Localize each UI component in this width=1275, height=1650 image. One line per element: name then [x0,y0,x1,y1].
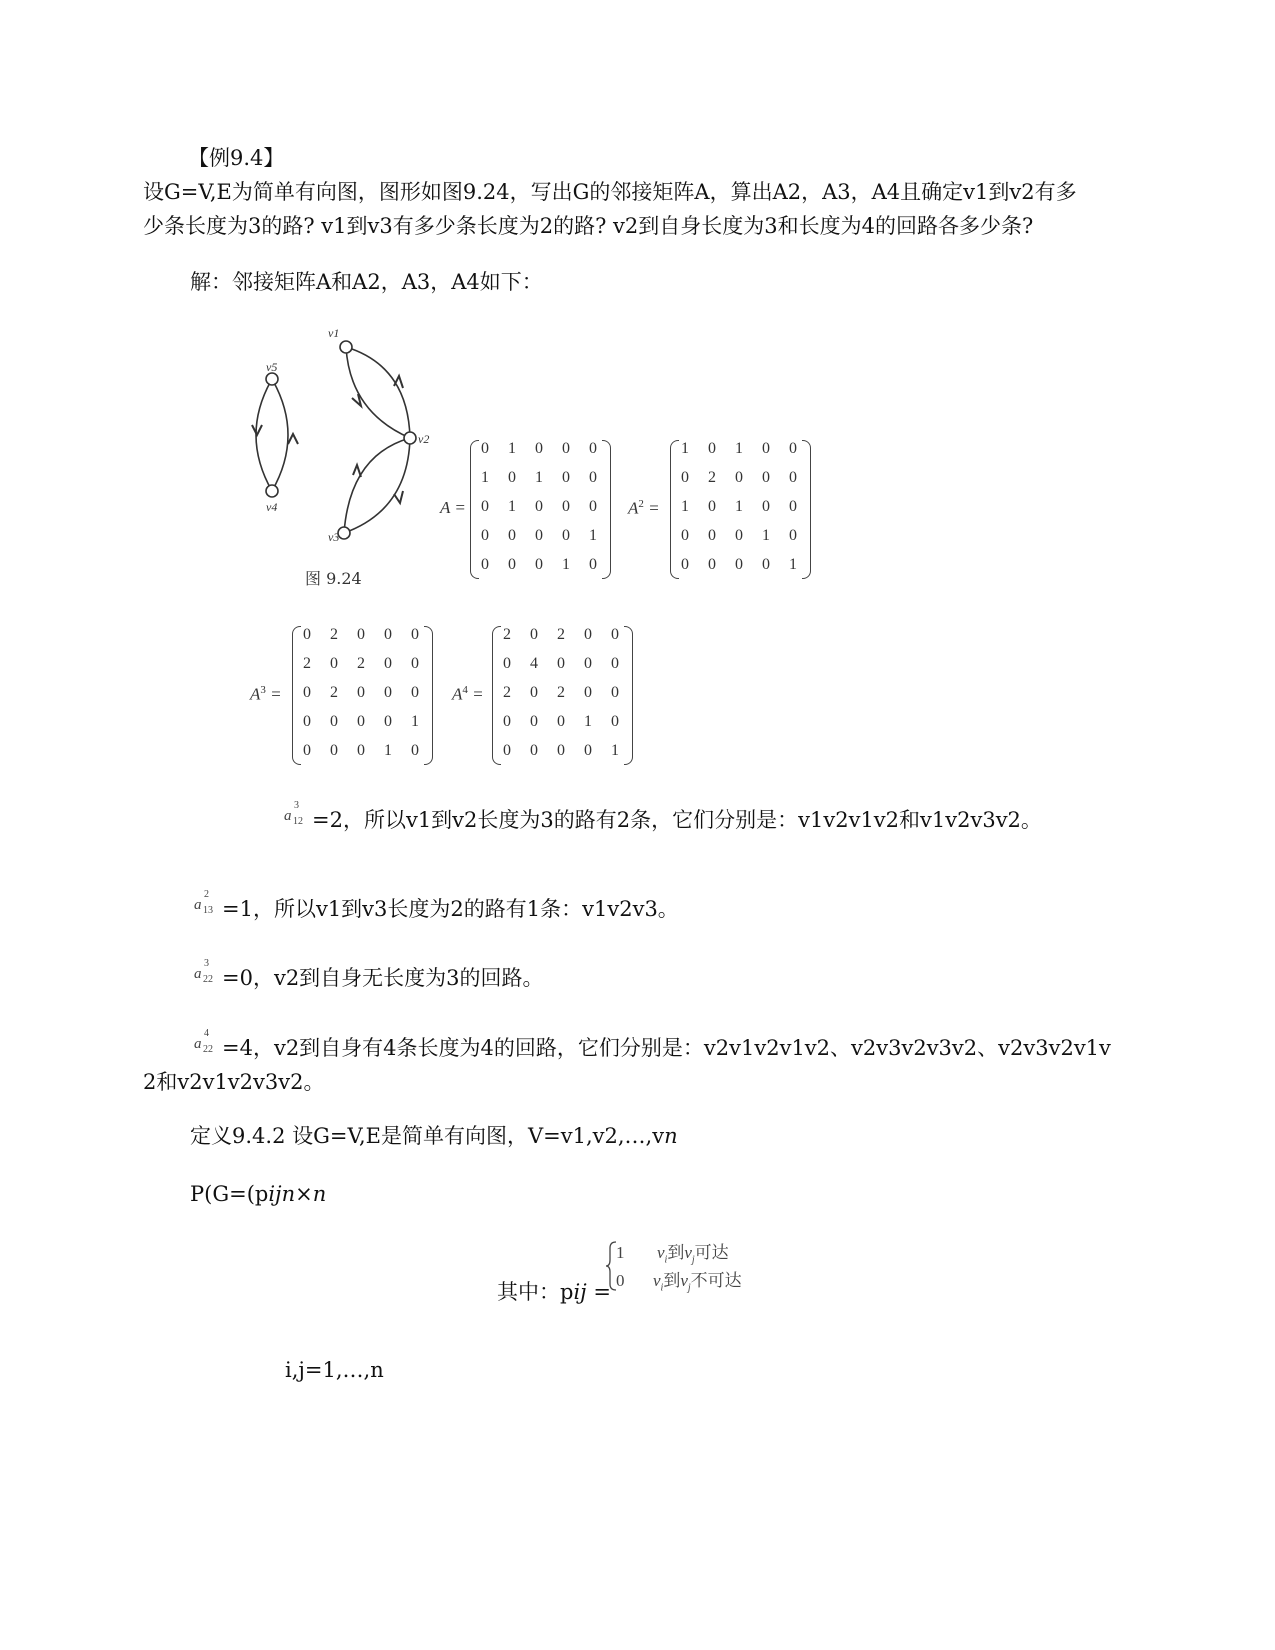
matrix-cell: 1 [589,527,597,544]
matrix-cell: 0 [384,713,392,730]
result-2: =1，所以v1到v3长度为2的路有1条：v1v2v3。 [222,897,679,921]
problem-line-2: 少条长度为3的路? v1到v3有多少条长度为2的路? v2到自身长度为3和长度为4的回路各多少条? [143,214,1034,238]
matrix-cell: 0 [411,742,419,759]
matrix-cell: 0 [708,527,716,544]
definition-9-4-2: 定义9.4.2 设G=V,E是简单有向图，V=v1,v2,…,vn [190,1124,678,1148]
matrix-cell: 0 [611,626,619,643]
matrix-cell: 0 [762,556,770,573]
matrix-cell: 0 [708,440,716,457]
matrix-A-label: A = [440,498,466,517]
matrix-cell: 1 [508,440,516,457]
matrix-cell: 1 [762,527,770,544]
matrix-A2 [670,440,812,580]
matrix-cell: 2 [708,469,716,486]
node-v1 [340,341,352,353]
matrix-cell: 4 [530,655,538,672]
matrix-cell: 0 [330,655,338,672]
case-1: 1 $v_i$到$v_j$可达 [616,1243,729,1266]
matrix-cell: 2 [330,684,338,701]
matrix-cell: 0 [535,556,543,573]
matrix-cell: 0 [562,527,570,544]
case-2: 0 $v_i$到$v_j$不可达 [616,1271,742,1294]
graph-figure [240,320,440,560]
matrix-cell: 2 [357,655,365,672]
bracket-right [424,626,433,765]
matrix-cell: 0 [357,626,365,643]
matrix-cell: 1 [508,498,516,515]
matrix-cell: 0 [384,684,392,701]
result-4: =4，v2到自身有4条长度为4的回路，它们分别是：v2v1v2v1v2、v2v3v2v3v2、v2v3v2v1v [222,1036,1111,1060]
matrix-cell: 0 [508,556,516,573]
example-title: 【例9.4】 [188,146,285,170]
matrix-cell: 1 [735,440,743,457]
matrix-cell: 0 [789,527,797,544]
matrix-cell: 0 [303,684,311,701]
matrix-cell: 0 [357,684,365,701]
edge-v3-v2 [344,438,410,533]
matrix-cell: 0 [735,469,743,486]
matrix-cell: 0 [762,498,770,515]
matrix-cell: 0 [708,556,716,573]
element-a12-3: a 3 12 [284,800,303,827]
matrix-cell: 2 [503,626,511,643]
matrix-cell: 0 [584,626,592,643]
bracket-right [802,440,811,579]
matrix-cell: 1 [562,556,570,573]
arrowhead [394,376,403,388]
matrix-cell: 0 [330,713,338,730]
matrix-cell: 1 [481,469,489,486]
matrix-cell: 0 [503,742,511,759]
label-v2: v2 [418,432,430,446]
matrix-cell: 0 [530,742,538,759]
matrix-cell: 1 [584,713,592,730]
problem-line-1: 设G=V,E为简单有向图，图形如图9.24，写出G的邻接矩阵A，算出A2，A3，A4且确定v1到v2有多 [143,180,1077,204]
matrix-cell: 0 [562,440,570,457]
node-v2 [404,432,416,444]
matrix-cell: 0 [384,626,392,643]
matrix-cell: 0 [481,556,489,573]
label-v4: v4 [266,500,278,514]
p-matrix-definition: P(G=(pijn×n [190,1182,327,1206]
bracket-right [602,440,611,579]
matrix-cell: 0 [735,527,743,544]
matrix-cell: 1 [411,713,419,730]
matrix-cell: 0 [584,684,592,701]
matrix-cell: 0 [530,713,538,730]
matrix-cell: 2 [503,684,511,701]
result-3: =0，v2到自身无长度为3的回路。 [222,966,544,990]
matrix-cell: 0 [303,742,311,759]
arrowhead [288,434,298,444]
matrix-cell: 2 [557,684,565,701]
matrix-cell: 0 [384,655,392,672]
matrix-cell: 0 [584,655,592,672]
matrix-A2-label: $A^2$ = [628,498,660,518]
matrix-cell: 2 [330,626,338,643]
matrix-cell: 0 [681,469,689,486]
matrix-cell: 0 [481,498,489,515]
matrix-cell: 0 [508,527,516,544]
matrix-A4 [492,626,634,766]
arrowhead [353,465,361,477]
matrix-A3 [292,626,434,766]
element-a13-2: a 2 13 [194,889,213,916]
matrix-cell: 1 [681,440,689,457]
matrix-cell: 1 [789,556,797,573]
matrix-cell: 0 [611,684,619,701]
matrix-cell: 0 [735,556,743,573]
matrix-A4-label: $A^4$ = [452,684,484,704]
matrix-cell: 1 [384,742,392,759]
label-v1: v1 [328,326,340,340]
matrix-cell: 0 [530,684,538,701]
matrix-cell: 0 [557,742,565,759]
matrix-cell: 0 [411,655,419,672]
matrix-cell: 0 [562,469,570,486]
bracket-right [624,626,633,765]
matrix-cell: 0 [535,440,543,457]
element-a22-3: a 3 22 [194,958,213,985]
matrix-cell: 0 [481,440,489,457]
node-v3 [338,527,350,539]
matrix-cell: 1 [681,498,689,515]
matrix-cell: 0 [589,556,597,573]
matrix-cell: 2 [303,655,311,672]
edge-v5-v4 [256,379,272,491]
result-4-continued: 2和v2v1v2v3v2。 [143,1070,325,1094]
matrix-cell: 0 [303,626,311,643]
matrix-cell: 0 [562,498,570,515]
element-a22-4: a 4 22 [194,1028,213,1055]
matrix-cell: 0 [762,440,770,457]
matrix-cell: 2 [557,626,565,643]
matrix-A3-label: $A^3$ = [250,684,282,704]
matrix-cell: 0 [584,742,592,759]
result-1: =2，所以v1到v2长度为3的路有2条，它们分别是：v1v2v1v2和v1v2v3v2。 [312,808,1042,832]
matrix-cell: 0 [557,713,565,730]
index-range: i,j=1,…,n [285,1358,384,1382]
matrix-cell: 0 [589,440,597,457]
matrix-cell: 0 [589,498,597,515]
matrix-cell: 0 [589,469,597,486]
matrix-cell: 0 [411,626,419,643]
matrix-cell: 0 [789,440,797,457]
figure-caption: 图 9.24 [305,569,362,588]
matrix-cell: 0 [557,655,565,672]
matrix-cell: 0 [762,469,770,486]
matrix-cell: 0 [789,469,797,486]
matrix-cell: 0 [611,713,619,730]
matrix-cell: 0 [611,655,619,672]
matrix-A [470,440,612,580]
matrix-cell: 1 [535,469,543,486]
matrix-cell: 0 [303,713,311,730]
matrix-cell: 0 [681,527,689,544]
matrix-cell: 0 [508,469,516,486]
node-v4 [266,485,278,497]
label-v3: v3 [328,530,340,544]
matrix-cell: 1 [735,498,743,515]
matrix-cell: 0 [330,742,338,759]
edge-v2-v1 [346,347,410,438]
edge-v4-v5 [272,379,288,491]
solution-intro: 解：邻接矩阵A和A2，A3，A4如下： [190,270,543,294]
matrix-cell: 0 [535,527,543,544]
matrix-cell: 0 [481,527,489,544]
matrix-cell: 0 [535,498,543,515]
matrix-cell: 0 [503,713,511,730]
matrix-cell: 0 [357,742,365,759]
label-v5: v5 [266,360,278,374]
matrix-cell: 0 [411,684,419,701]
where-pij: 其中：pij = [497,1280,611,1304]
matrix-cell: 0 [708,498,716,515]
matrix-cell: 0 [789,498,797,515]
matrix-cell: 0 [357,713,365,730]
matrix-cell: 1 [611,742,619,759]
matrix-cell: 0 [681,556,689,573]
matrix-cell: 0 [503,655,511,672]
matrix-cell: 0 [530,626,538,643]
